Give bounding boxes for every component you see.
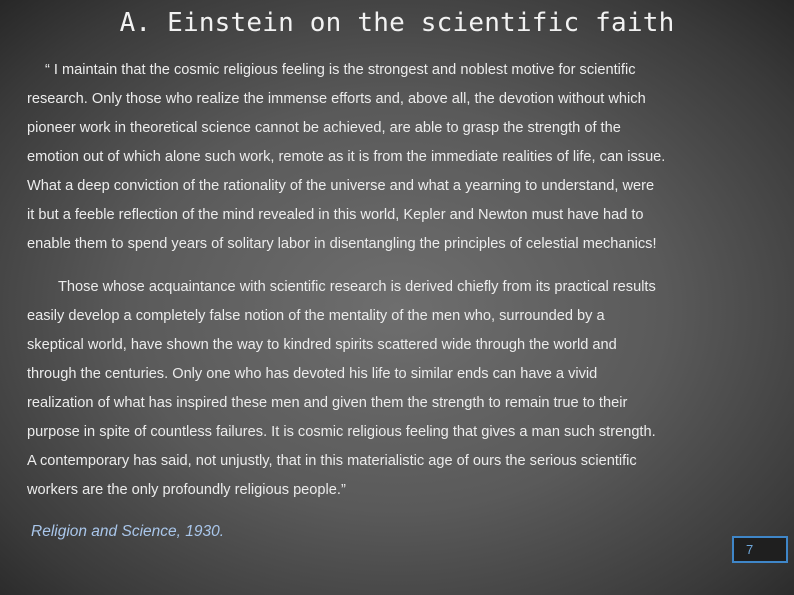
quote-line: A contemporary has said, not unjustly, that in this materialistic age of ours the serious scientific bbox=[27, 453, 637, 469]
quote-line: realization of what has inspired these men and given them the strength to remain true to their bbox=[27, 395, 628, 411]
quote-line: Those whose acquaintance with scientific research is derived chiefly from its practical results bbox=[58, 279, 656, 295]
quote-line: easily develop a completely false notion of the mentality of the men who, surrounded by a bbox=[27, 308, 605, 324]
quote-line: What a deep conviction of the rationality of the universe and what a yearning to understand, were bbox=[27, 178, 655, 194]
quote-line: through the centuries. Only one who has devoted his life to similar ends can have a vivid bbox=[27, 366, 598, 382]
page-number: 7 bbox=[746, 542, 754, 557]
quote-line: workers are the only profoundly religious people.” bbox=[27, 482, 346, 498]
paragraph-gap bbox=[27, 259, 794, 273]
quote-line: “ I maintain that the cosmic religious feeling is the strongest and noblest motive for scientific bbox=[45, 62, 636, 78]
quote-paragraph-1 bbox=[27, 56, 794, 259]
quote-line: enable them to spend years of solitary labor in disentangling the principles of celestial mechanics! bbox=[27, 236, 657, 252]
quote-line: emotion out of which alone such work, remote as it is from the immediate realities of life, can issue. bbox=[27, 149, 666, 165]
quote-line: research. Only those who realize the immense efforts and, above all, the devotion without which bbox=[27, 91, 646, 107]
quote-line: purpose in spite of countless failures. It is cosmic religious feeling that gives a man such strength. bbox=[27, 424, 656, 440]
quote-line: it but a feeble reflection of the mind revealed in this world, Kepler and Newton must have had to bbox=[27, 207, 644, 223]
quote-line: skeptical world, have shown the way to kindred spirits scattered wide through the world and bbox=[27, 337, 617, 353]
page-number-box bbox=[732, 536, 788, 563]
citation: Religion and Science, 1930. bbox=[31, 523, 225, 540]
quote-paragraph-2 bbox=[27, 273, 794, 505]
quote-line: pioneer work in theoretical science cannot be achieved, are able to grasp the strength of the bbox=[27, 120, 621, 136]
quote-body bbox=[27, 56, 794, 505]
slide-title: A. Einstein on the scientific faith bbox=[119, 8, 675, 38]
